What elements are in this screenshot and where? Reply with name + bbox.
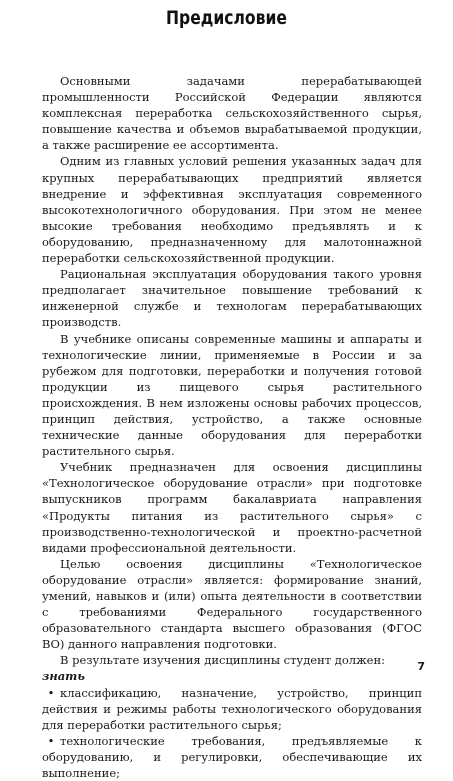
know-label: знать — [42, 669, 85, 684]
paragraph: Целью освоения дисциплины «Технологическое оборудование отрасли» является: формирование знаний, умений, навыков и (или) опыта деятельности в соответствии с требованиями Федерального государственного образовательного стандарта высшего образования (ФГОС ВО) данного направления подготовки. — [42, 556, 422, 652]
bullet-text: технологические требования, предъявляемые к оборудованию, и регулировки, обеспечивающие их выполнение; — [42, 733, 422, 781]
bullet-icon: • — [47, 685, 55, 700]
bullet-item — [42, 733, 422, 781]
body-text — [42, 73, 422, 781]
page-number: 7 — [417, 660, 425, 673]
paragraph: Рациональная эксплуатация оборудования такого уровня предполагает значительное повышение требований к инженерной службе и технологам перерабатывающих производств. — [42, 267, 422, 330]
bullet-item — [42, 685, 422, 733]
paragraph: В результате изучения дисциплины студент должен: — [60, 653, 385, 668]
bullet-icon: • — [47, 733, 55, 748]
paragraph: В учебнике описаны современные машины и аппараты и технологические линии, применяемые в России и за рубежом для подготовки, переработки и получения готовой продукции из пищевого сырья растительного происхождения. В нем изложены основы рабочих процессов, принцип действия, устройство, а также основные технические данные оборудования для переработки растительного сырья. — [42, 331, 422, 459]
paragraph: Основными задачами перерабатывающей промышленности Российской Федерации являются комплексная переработка сельскохозяйственного сырья, повышение качества и объемов вырабатываемой продукции, а также расширение ее ассортимента. — [42, 74, 422, 153]
bullet-text: классификацию, назначение, устройство, принцип действия и режимы работы технологического оборудования для переработки растительного сырья; — [42, 685, 422, 732]
paragraph: Учебник предназначен для освоения дисциплины «Технологическое оборудование отрасли» при подготовке выпускников программ бакалавриата направления «Продукты питания из растительного сырья» с производственно-технологической и проектно-расчетной видами профессиональной деятельности. — [42, 460, 422, 555]
page-title: Предисловие — [166, 7, 287, 29]
paragraph: Одним из главных условий решения указанных задач для крупных перерабатывающих предприятий является внедрение и эффективная эксплуатация современного высокотехнологичного оборудования. При этом не менее высокие требования необходимо предъявлять и к оборудованию, предназначенному для малотоннажной переработки сельскохозяйственной продукции. — [42, 154, 422, 266]
